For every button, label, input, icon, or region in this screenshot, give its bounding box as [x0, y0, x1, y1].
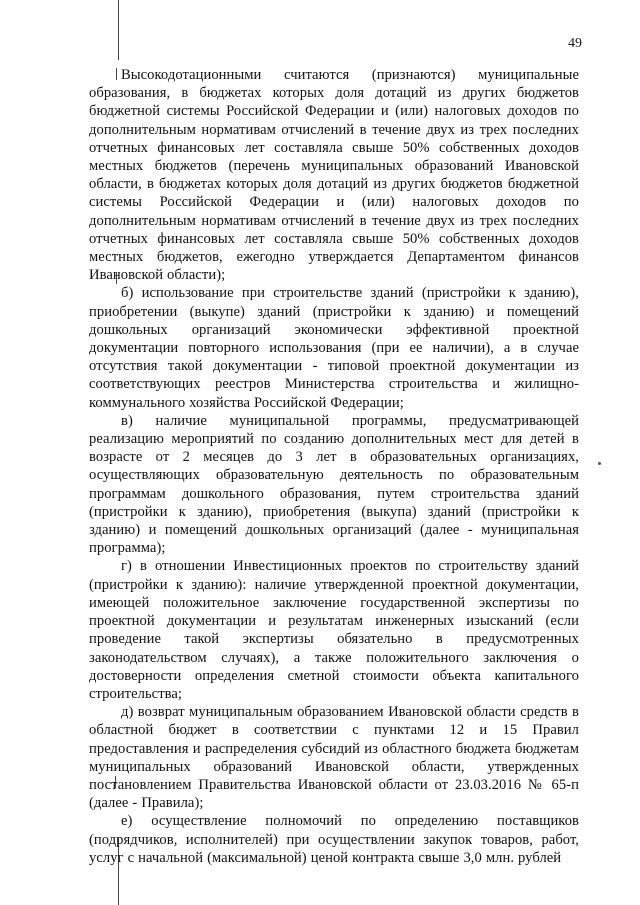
paragraph-item-g: г) в отношении Инвестиционных проектов по строительству зданий (пристройки к зданию): наличие утвержденной проектной документации, имеющей положительное заключение государственной экспертизы по проектной документации и результатам инженерных изысканий (если проведение такой экспертизы обязательно в предусмотренных законодательством случаях), а также положительного заключения о достоверности определения сметной стоимости объекта капитального строительства; — [89, 558, 579, 702]
paragraph-high-subsidy-definition: Высокодотационными считаются (признаются) муниципальные образования, в бюджетах которых доля дотаций из других бюджетов бюджетной системы Российской Федерации и (или) налоговых доходов по дополнительным нормативам отчислений в течение двух из трех последних отчетных финансовых лет составляла свыше 50% собственных доходов местных бюджетов (перечень муниципальных образований Ивановской области, в бюджетах которых доля дотаций из других бюджетов бюджетной системы Российской Федерации и (или) налоговых доходов по дополнительным нормативам отчислений в течение двух из трех последних отчетных финансовых лет составляла свыше 50% собственных доходов местных бюджетов, ежегодно утверждается Департаментом финансов Ивановской области); — [89, 67, 579, 284]
page-number: 49 — [568, 36, 582, 51]
paragraph-item-v: в) наличие муниципальной программы, предусматривающей реализацию мероприятий по созданию дополнительных мест для детей в возрасте от 2 месяцев до 3 лет в образовательных организациях, осуществляющих образовательную деятельность по образовательным программам дошкольного образования, путем строительства зданий (пристройки к зданию), приобретения (выкупа) зданий (пристройки к зданию) и помещений дошкольных организаций (далее - муниципальная программа); — [89, 412, 579, 557]
paragraph-item-b: б) использование при строительстве зданий (пристройки к зданию), приобретении (выкупе) зданий (пристройки к зданию) и помещений дошкольных организаций экономически эффективной проектной документации повторного использования (при ее наличии), а в случае отсутствия такой документации - типовой проектной документации из соответствующих реестров Министерства строительства и жилищно-коммунального хозяйства Российской Федерации; — [89, 285, 579, 411]
scan-mark-top — [118, 0, 119, 60]
paragraph-item-d: д) возврат муниципальным образованием Ивановской области средств в областной бюджет в соответствии с пунктами 12 и 15 Правил предоставления и распределения субсидий из областного бюджета бюджетам муниципальных образований Ивановской области, утвержденных постановлением Правительства Ивановской области от 23.03.2016 № 65-п (далее - Правила); — [89, 704, 579, 812]
document-body — [89, 66, 579, 867]
scan-dot-right — [598, 462, 601, 465]
paragraph-item-e: е) осуществление полномочий по определению поставщиков (подрядчиков, исполнителей) при осуществлении закупок товаров, работ, услуг с начальной (максимальной) ценой контракта свыше 3,0 млн. рублей — [89, 813, 579, 866]
